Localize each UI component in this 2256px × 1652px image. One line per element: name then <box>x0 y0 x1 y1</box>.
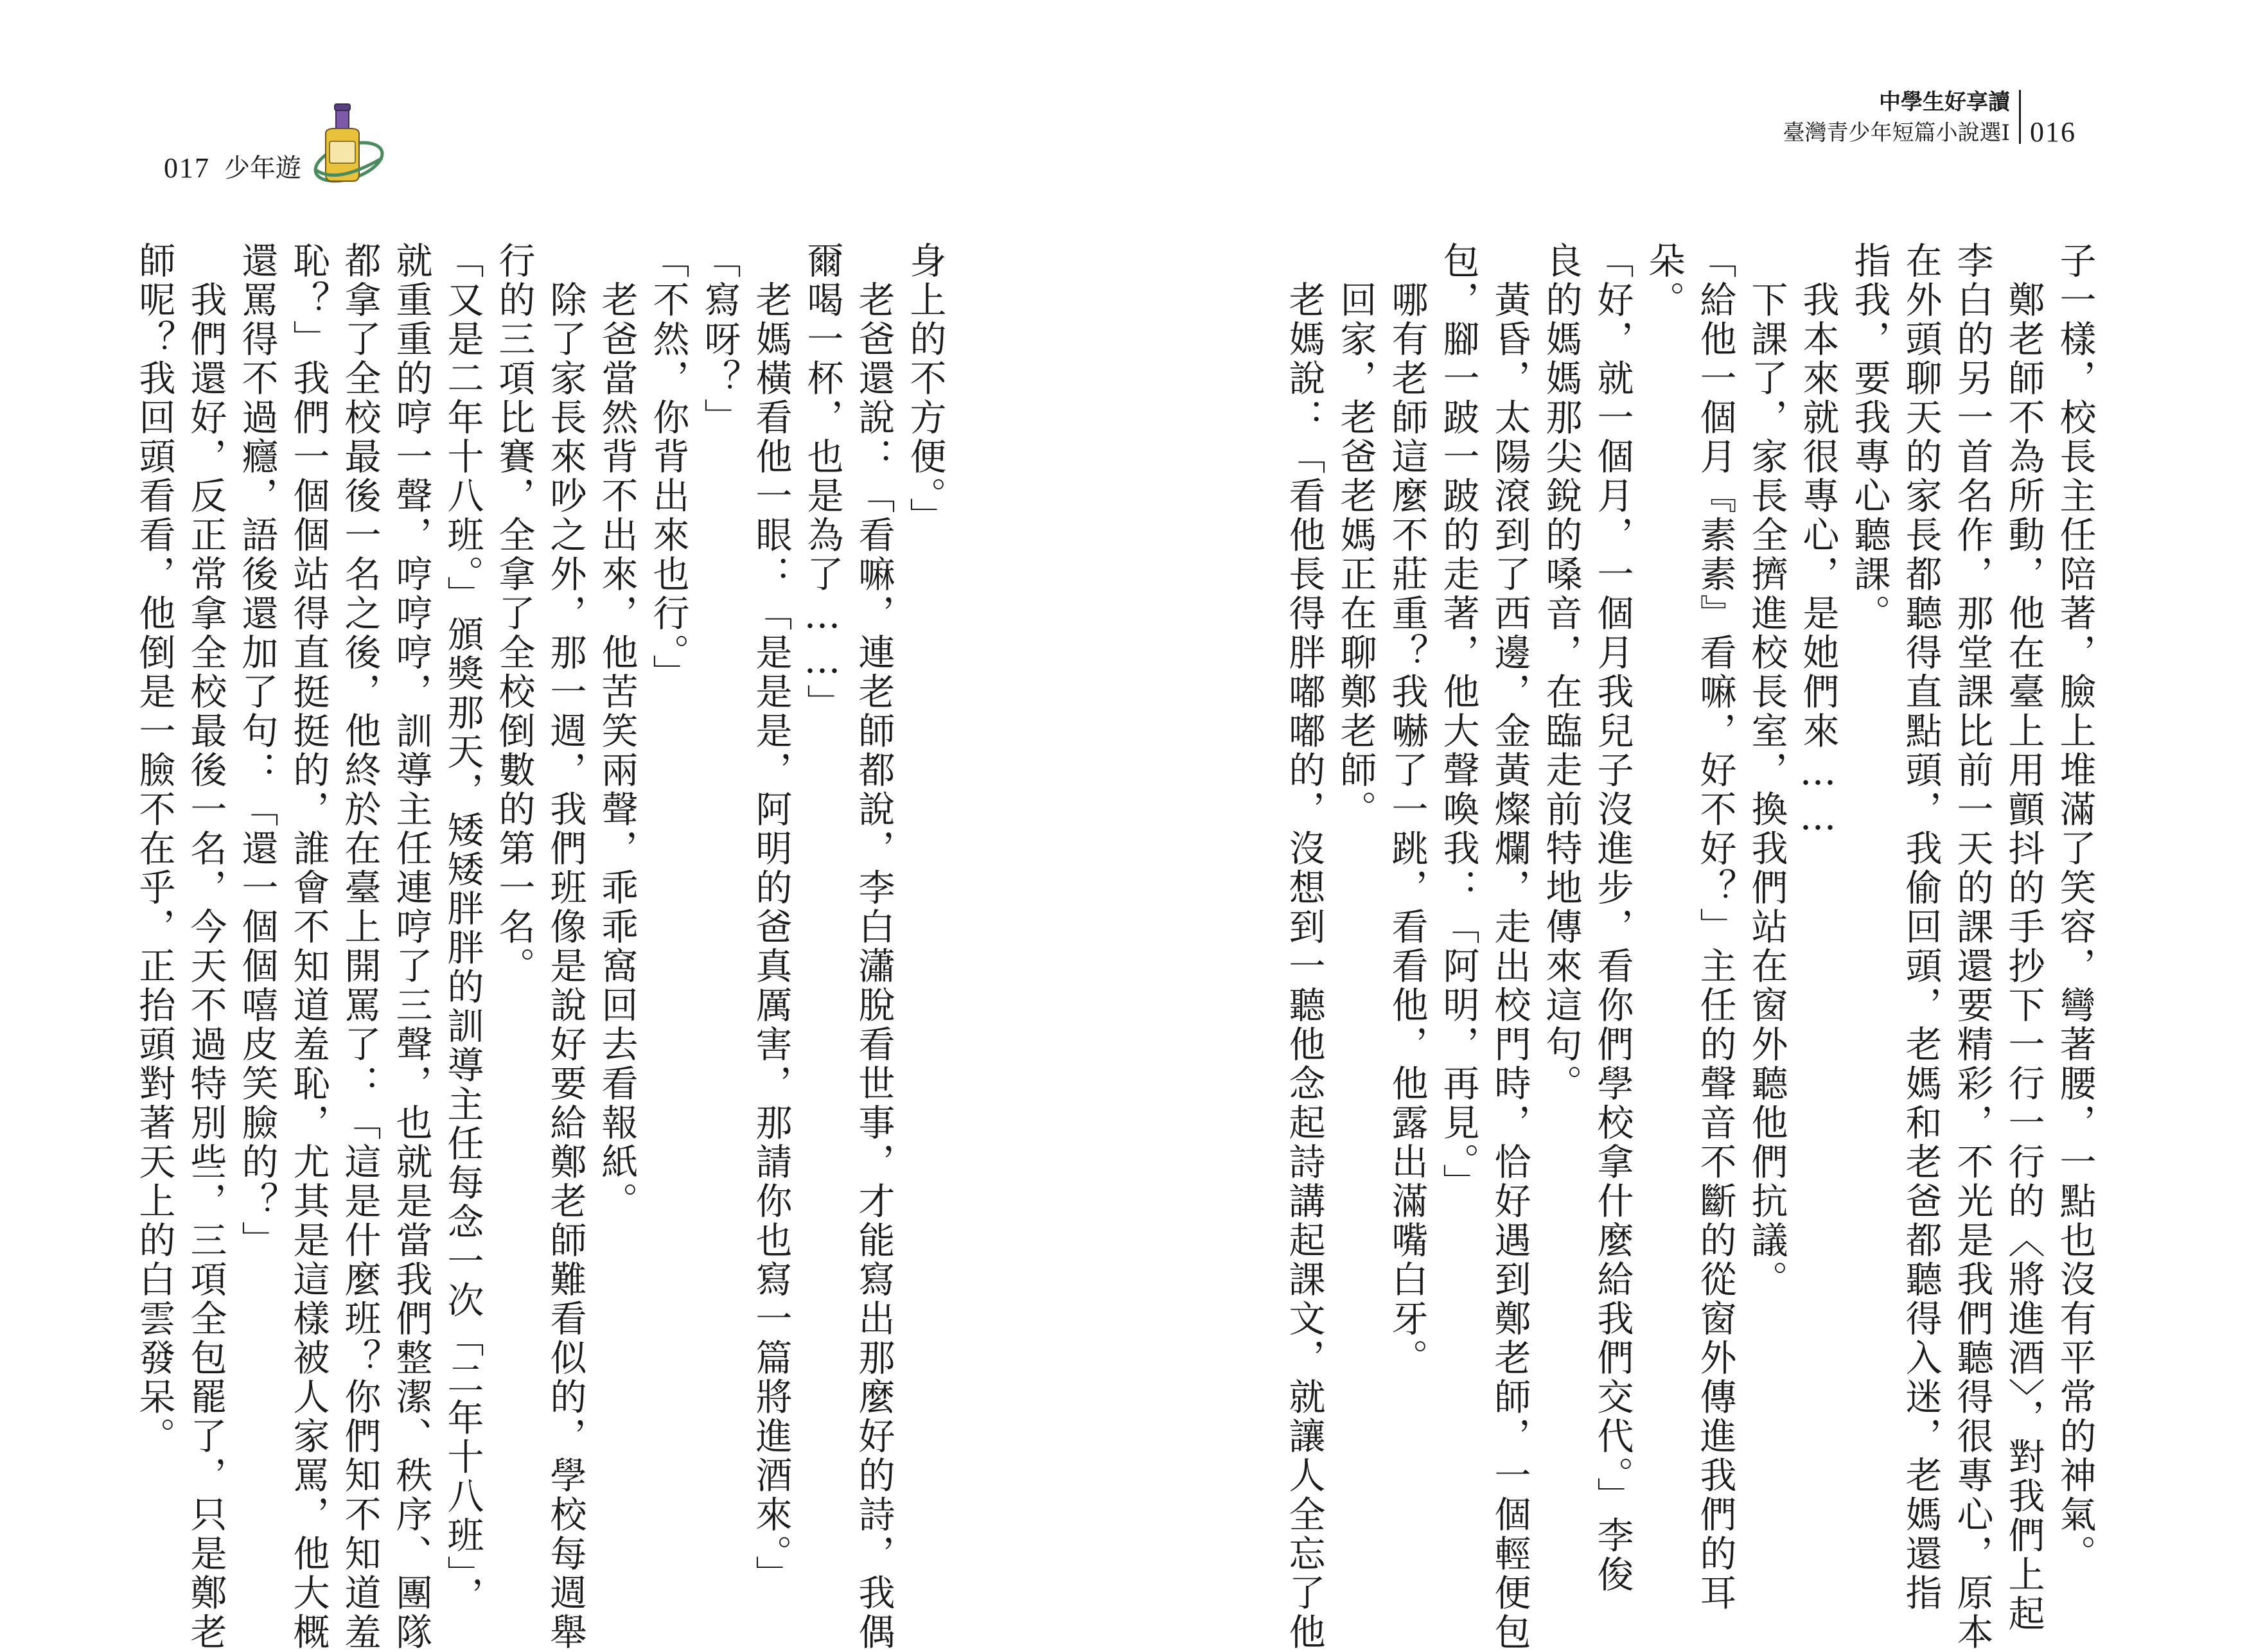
text-line: 指我，要我專心聽課。 <box>1848 242 1890 633</box>
text-line: 我本來就很專心，是她們來…… <box>1797 242 1839 841</box>
series-title: 中學生好享讀 <box>1879 89 2010 115</box>
text-line: 身上的不方便。」 <box>904 242 946 537</box>
bottle-with-ring-icon <box>310 103 387 186</box>
text-line: 子一樣，校長主任陪著，臉上堆滿了笑容，彎著腰，一點也沒有平常的神氣。 <box>2054 242 2096 1574</box>
text-line: 「不然，你背出來也行。」 <box>647 242 689 694</box>
text-line: 老媽說：「看他長得胖嘟嘟的，沒想到一聽他念起詩講起課文，就讓人全忘了他 <box>1283 242 1325 1652</box>
right-header-titles <box>1783 91 2010 144</box>
text-line: 還罵得不過癮，語後還加了句：「還一個個嘻皮笑臉的？」 <box>236 242 278 1260</box>
text-line: 就重重的哼一聲，哼哼哼，訓導主任連哼了三聲，也就是當我們整潔、秩序、團隊 <box>390 242 432 1652</box>
text-line: 朵。 <box>1643 242 1685 320</box>
left-page-body <box>133 242 951 1652</box>
text-line: 回家，老爸老媽正在聊鄭老師。 <box>1334 242 1377 829</box>
right-page-number: 016 <box>2030 116 2076 148</box>
text-line: 鄭老師不為所動，他在臺上用顫抖的手抄下一行一行的〈將進酒〉，對我們上起 <box>2002 242 2045 1634</box>
right-page-body <box>1278 242 2101 1652</box>
book-title: 臺灣青少年短篇小說選Ⅰ <box>1783 120 2010 146</box>
text-line: 「好，就一個月，一個月我兒子沒進步，看你們學校拿什麼給我們交代。」李俊 <box>1591 242 1634 1595</box>
text-line: 師呢？我回頭看看，他倒是一臉不在乎，正抬頭對著天上的白雲發呆。 <box>133 242 175 1456</box>
left-page-number: 017 <box>164 152 210 184</box>
text-line: 老媽橫看他一眼：「是是是，阿明的爸真厲害，那請你也寫一篇將進酒來。」 <box>750 242 792 1595</box>
text-line: 「給他一個月『素素』看嘛，好不好？」主任的聲音不斷的從窗外傳進我們的耳 <box>1694 242 1736 1613</box>
header-divider <box>2019 90 2021 144</box>
text-line: 李白的另一首名作，那堂課比前一天的課還要精彩，不光是我們聽得很專心，原本 <box>1951 242 1993 1652</box>
text-line: 「寫呀？」 <box>698 242 741 437</box>
right-page-header <box>1783 89 2076 148</box>
text-line: 包，腳一跛一跛的走著，他大聲喚我：「阿明，再見。」 <box>1437 242 1479 1203</box>
text-line: 老爸當然背不出來，他苦笑兩聲，乖乖窩回去看報紙。 <box>595 242 638 1221</box>
text-line: 我們還好，反正常拿全校最後一名，今天不過特別些，三項全包罷了，只是鄭老 <box>184 242 227 1652</box>
text-line: 「又是二年十八班。」頒獎那天，矮矮胖胖的訓導主任每念一次「二年十八班」， <box>441 242 484 1615</box>
text-line: 下課了，家長全擠進校長室，換我們站在窗外聽他們抗議。 <box>1745 242 1788 1299</box>
text-line: 除了家長來吵之外，那一週，我們班像是說好要給鄭老師難看似的，學校每週舉 <box>544 242 586 1652</box>
left-running-title: 少年遊 <box>224 154 301 183</box>
text-line: 都拿了全校最後一名之後，他終於在臺上開罵了：「這是什麼班？你們知不知道羞 <box>339 242 381 1652</box>
text-line: 爾喝一杯，也是為了……」 <box>801 242 843 723</box>
text-line: 哪有老師這麼不莊重？我嚇了一跳，看看他，他露出滿嘴白牙。 <box>1386 242 1428 1378</box>
text-line: 老爸還說：「看嘛，連老師都說，李白瀟脫看世事，才能寫出那麼好的詩，我偶 <box>852 242 895 1652</box>
text-line: 恥？」我們一個個站得直挺挺的，誰會不知道羞恥，尤其是這樣被人家罵，他大概 <box>287 242 330 1652</box>
text-line: 行的三項比賽，全拿了全校倒數的第一名。 <box>493 242 535 986</box>
text-line: 良的媽媽那尖銳的嗓音，在臨走前特地傳來這句。 <box>1540 242 1582 1103</box>
text-line: 在外頭聊天的家長都聽得直點頭，我偷回頭，老媽和老爸都聽得入迷，老媽還指 <box>1899 242 1942 1613</box>
left-page-header <box>164 103 387 182</box>
text-line: 黃昏，太陽滾到了西邊，金黃燦爛，走出校門時，恰好遇到鄭老師，一個輕便包 <box>1488 242 1531 1652</box>
